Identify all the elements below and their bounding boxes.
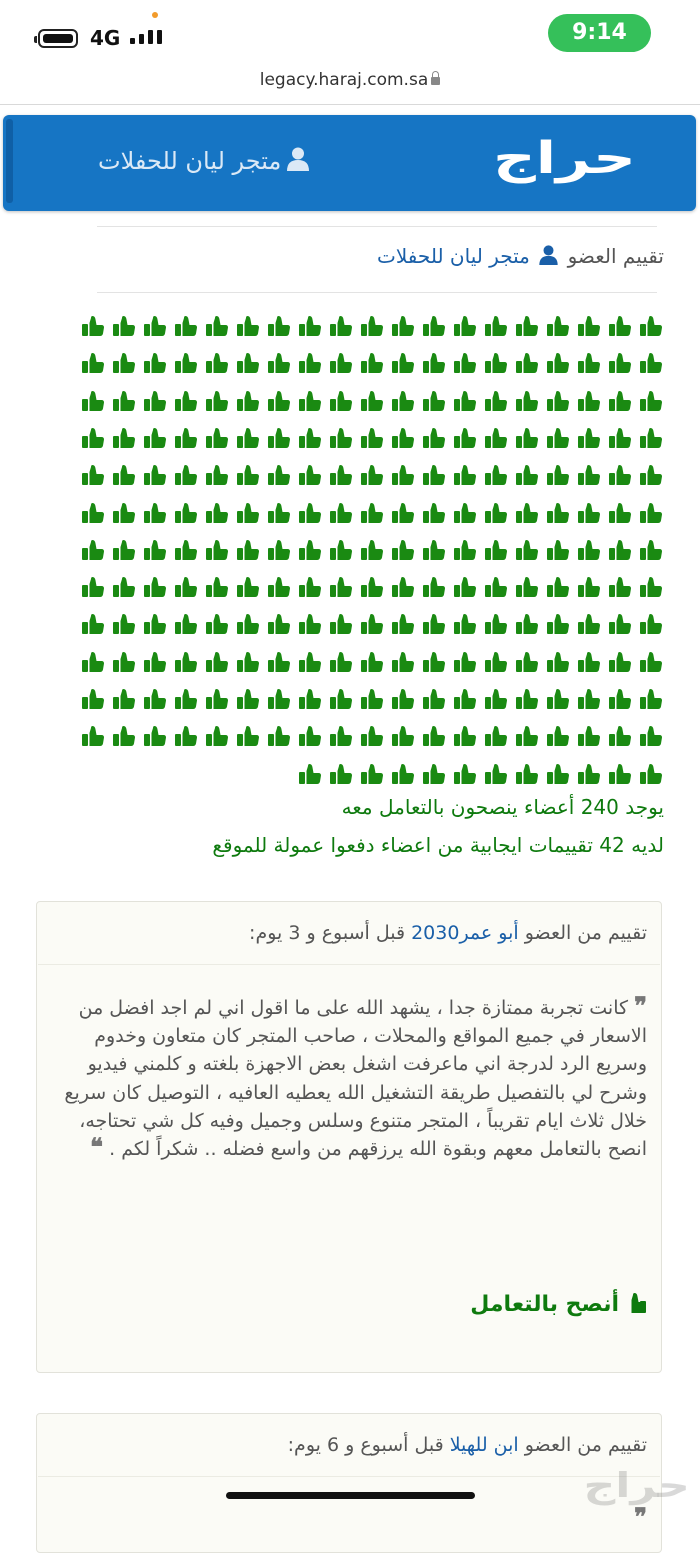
review-author-link[interactable]: ابن للهيلا — [449, 1434, 519, 1456]
thumbs-up-icon — [449, 348, 480, 378]
thumbs-up-icon — [325, 721, 356, 751]
thumbs-row — [77, 348, 666, 378]
thumbs-up-icon — [387, 759, 418, 789]
thumbs-up-icon — [108, 572, 139, 602]
review-time: قبل أسبوع و 6 يوم: — [287, 1434, 444, 1456]
thumbs-up-icon — [387, 647, 418, 677]
thumbs-row — [77, 386, 666, 416]
thumbs-up-icon — [170, 609, 201, 639]
privacy-indicator-dot — [152, 12, 158, 18]
thumbs-up-icon — [604, 572, 635, 602]
thumbs-up-icon — [201, 460, 232, 490]
thumbs-up-icon — [449, 721, 480, 751]
review-time: قبل أسبوع و 3 يوم: — [249, 922, 406, 944]
thumbs-up-icon — [480, 759, 511, 789]
thumbs-up-icon — [418, 647, 449, 677]
thumbs-row — [294, 759, 666, 789]
thumbs-up-icon — [542, 684, 573, 714]
thumbs-up-icon — [232, 386, 263, 416]
thumbs-up-icon — [635, 609, 666, 639]
thumbs-up-icon — [325, 386, 356, 416]
clock: 9:14 — [548, 14, 651, 52]
thumbs-up-icon — [387, 460, 418, 490]
divider — [0, 104, 700, 105]
thumbs-up-icon — [170, 498, 201, 528]
thumbs-up-icon — [418, 721, 449, 751]
thumbs-up-icon — [294, 684, 325, 714]
header-store-label: متجر ليان للحفلات — [98, 147, 282, 175]
thumbs-up-icon — [294, 721, 325, 751]
lock-icon — [431, 77, 440, 85]
thumbs-up-icon — [232, 348, 263, 378]
thumbs-up-icon — [418, 460, 449, 490]
thumbs-up-icon — [542, 647, 573, 677]
thumbs-up-icon — [604, 721, 635, 751]
thumbs-up-icon — [325, 572, 356, 602]
thumbs-up-icon — [325, 684, 356, 714]
thumbs-up-icon — [604, 535, 635, 565]
recommend-count-text: يوجد 240 أعضاء ينصحون بالتعامل معه — [341, 795, 664, 819]
thumbs-up-icon — [635, 759, 666, 789]
thumbs-up-icon — [511, 759, 542, 789]
thumbs-up-icon — [170, 348, 201, 378]
thumbs-up-icon — [108, 348, 139, 378]
positive-ratings-text: لديه 42 تقييمات ايجابية من اعضاء دفعوا عمولة للموقع — [212, 833, 664, 857]
thumbs-up-icon — [356, 348, 387, 378]
thumbs-up-icon — [294, 647, 325, 677]
thumbs-up-icon — [77, 460, 108, 490]
thumbs-row — [77, 460, 666, 490]
thumbs-up-icon — [170, 386, 201, 416]
thumbs-up-icon — [325, 460, 356, 490]
thumbs-row — [77, 647, 666, 677]
thumbs-up-icon — [139, 460, 170, 490]
thumbs-up-icon — [387, 572, 418, 602]
thumbs-up-icon — [418, 423, 449, 453]
thumbs-up-icon — [139, 721, 170, 751]
thumbs-up-icon — [201, 498, 232, 528]
thumbs-up-icon — [170, 684, 201, 714]
thumbs-up-icon — [325, 498, 356, 528]
thumbs-up-icon — [263, 460, 294, 490]
thumbs-up-icon — [325, 311, 356, 341]
thumbs-up-icon — [139, 609, 170, 639]
thumbs-up-icon — [573, 535, 604, 565]
thumbs-up-icon — [635, 535, 666, 565]
thumbs-row — [77, 572, 666, 602]
thumbs-up-icon — [387, 721, 418, 751]
thumbs-up-icon — [139, 572, 170, 602]
thumbs-up-icon — [387, 386, 418, 416]
thumbs-up-icon — [573, 609, 604, 639]
thumbs-up-icon — [77, 721, 108, 751]
thumbs-up-icon — [201, 684, 232, 714]
quote-open-icon: ❞ — [634, 991, 647, 1020]
thumbs-up-icon — [511, 386, 542, 416]
thumbs-up-icon — [418, 386, 449, 416]
thumbs-up-icon — [635, 386, 666, 416]
thumbs-up-icon — [232, 647, 263, 677]
thumbs-up-icon — [201, 386, 232, 416]
thumbs-up-icon — [418, 535, 449, 565]
thumbs-up-icon — [294, 460, 325, 490]
recommend-badge — [470, 1292, 647, 1317]
thumbs-up-icon — [294, 535, 325, 565]
thumbs-up-icon — [294, 348, 325, 378]
thumbs-up-icon — [387, 535, 418, 565]
thumbs-up-icon — [573, 684, 604, 714]
thumbs-up-icon — [356, 386, 387, 416]
thumbs-up-icon — [480, 572, 511, 602]
thumbs-up-icon — [480, 684, 511, 714]
status-bar — [0, 0, 700, 62]
thumbs-up-icon — [356, 609, 387, 639]
thumbs-up-icon — [511, 423, 542, 453]
member-rating-line — [377, 244, 664, 268]
divider — [38, 1476, 660, 1477]
thumbs-up-icon — [356, 647, 387, 677]
thumbs-up-icon — [232, 498, 263, 528]
thumbs-up-icon — [418, 498, 449, 528]
thumbs-up-icon — [480, 348, 511, 378]
thumbs-up-icon — [325, 647, 356, 677]
thumbs-up-icon — [418, 311, 449, 341]
thumbs-up-icon — [623, 1292, 647, 1314]
thumbs-up-icon — [511, 609, 542, 639]
thumbs-up-icon — [139, 311, 170, 341]
thumbs-up-icon — [232, 460, 263, 490]
thumbs-up-icon — [263, 348, 294, 378]
thumbs-row — [77, 609, 666, 639]
thumbs-up-icon — [573, 460, 604, 490]
thumbs-up-icon — [263, 535, 294, 565]
thumbs-up-icon — [635, 684, 666, 714]
thumbs-up-icon — [480, 460, 511, 490]
thumbs-up-icon — [294, 609, 325, 639]
thumbs-up-icon — [480, 498, 511, 528]
review-author-link[interactable]: أبو عمر2030 — [411, 922, 519, 944]
thumbs-up-icon — [480, 647, 511, 677]
thumbs-up-icon — [635, 572, 666, 602]
thumbs-up-icon — [511, 498, 542, 528]
thumbs-up-icon — [325, 759, 356, 789]
thumbs-up-icon — [449, 498, 480, 528]
thumbs-up-icon — [356, 311, 387, 341]
thumbs-up-icon — [418, 609, 449, 639]
thumbs-up-icon — [294, 311, 325, 341]
thumbs-up-icon — [542, 460, 573, 490]
thumbs-up-icon — [573, 386, 604, 416]
thumbs-up-icon — [77, 535, 108, 565]
thumbs-up-icon — [232, 311, 263, 341]
thumbs-up-icon — [449, 423, 480, 453]
member-name-link[interactable]: متجر ليان للحفلات — [377, 244, 530, 268]
review-body — [49, 991, 647, 1163]
thumbs-up-icon — [449, 386, 480, 416]
thumbs-up-icon — [201, 311, 232, 341]
thumbs-up-icon — [542, 423, 573, 453]
thumbs-up-icon — [604, 609, 635, 639]
divider — [97, 292, 657, 293]
user-icon — [539, 245, 558, 265]
thumbs-up-icon — [511, 572, 542, 602]
thumbs-up-icon — [263, 721, 294, 751]
thumbs-up-icon — [542, 498, 573, 528]
recommend-label: أنصح بالتعامل — [470, 1292, 619, 1317]
thumbs-up-icon — [635, 423, 666, 453]
thumbs-up-icon — [201, 348, 232, 378]
thumbs-up-icon — [542, 348, 573, 378]
thumbs-up-icon — [356, 460, 387, 490]
thumbs-up-icon — [573, 498, 604, 528]
thumbs-up-icon — [232, 721, 263, 751]
thumbs-up-icon — [325, 348, 356, 378]
thumbs-up-icon — [604, 684, 635, 714]
network-type: 4G — [90, 26, 121, 50]
thumbs-up-icon — [573, 423, 604, 453]
thumbs-up-icon — [108, 647, 139, 677]
thumbs-up-icon — [108, 311, 139, 341]
thumbs-up-icon — [77, 498, 108, 528]
thumbs-up-icon — [542, 386, 573, 416]
thumbs-up-icon — [449, 609, 480, 639]
member-rating-label: تقييم العضو — [567, 244, 664, 268]
thumbs-up-icon — [77, 647, 108, 677]
thumbs-up-icon — [263, 609, 294, 639]
review-prefix: تقييم من العضو — [524, 1434, 647, 1456]
thumbs-row — [77, 498, 666, 528]
site-header — [3, 115, 696, 211]
thumbs-up-icon — [294, 498, 325, 528]
thumbs-up-icon — [635, 460, 666, 490]
review-text: كانت تجربة ممتازة جدا ، يشهد الله على ما اقول اني لم اجد افضل من الاسعار في جميع المواقع والمحلات ، صاحب المتجر كان متعاون وخدوم وسريع الرد لدرجة اني ماعرفت اشغل بعض الاجهزة بلغته و كلمني فيديو وشرح لي بالتفصيل طريقة التشغيل الله يعطيه العافيه ، التوصيل كان سريع خلال ثلاث ايام تقريباً ، المتجر متنوع وسلس وجميل وفيه كل شي تحتاجه، انصح بالتعامل معهم وبقوة الله يرزقهم من واسع فضله .. شكراً لكم . — [64, 997, 647, 1161]
thumbs-up-icon — [170, 647, 201, 677]
thumbs-up-icon — [387, 423, 418, 453]
thumbs-up-icon — [170, 311, 201, 341]
thumbs-up-icon — [542, 311, 573, 341]
thumbs-up-icon — [511, 721, 542, 751]
battery-icon — [38, 29, 78, 48]
thumbs-up-icon — [511, 684, 542, 714]
thumbs-up-icon — [449, 535, 480, 565]
header-accent — [6, 119, 13, 203]
thumbs-up-icon — [604, 498, 635, 528]
thumbs-row — [77, 535, 666, 565]
thumbs-up-icon — [356, 572, 387, 602]
review-header — [249, 922, 647, 944]
thumbs-up-icon — [604, 423, 635, 453]
thumbs-up-icon — [573, 348, 604, 378]
thumbs-up-icon — [542, 609, 573, 639]
watermark-logo: حراج — [583, 1466, 690, 1506]
thumbs-up-icon — [201, 535, 232, 565]
thumbs-up-icon — [480, 311, 511, 341]
thumbs-up-icon — [108, 535, 139, 565]
thumbs-up-icon — [232, 609, 263, 639]
thumbs-up-icon — [542, 535, 573, 565]
thumbs-up-icon — [511, 647, 542, 677]
thumbs-up-icon — [77, 311, 108, 341]
thumbs-up-icon — [418, 572, 449, 602]
thumbs-up-icon — [449, 759, 480, 789]
thumbs-up-icon — [635, 721, 666, 751]
home-indicator[interactable] — [226, 1492, 475, 1499]
thumbs-up-icon — [635, 348, 666, 378]
url-text: legacy.haraj.com.sa — [259, 70, 429, 90]
thumbs-up-icon — [356, 759, 387, 789]
address-bar[interactable] — [0, 62, 700, 104]
thumbs-up-icon — [635, 498, 666, 528]
thumbs-up-icon — [356, 721, 387, 751]
thumbs-up-icon — [449, 572, 480, 602]
divider — [97, 226, 657, 227]
site-logo[interactable]: حراج — [493, 133, 636, 184]
thumbs-up-icon — [325, 423, 356, 453]
thumbs-up-icon — [387, 609, 418, 639]
thumbs-up-icon — [449, 311, 480, 341]
thumbs-up-icon — [139, 348, 170, 378]
thumbs-up-icon — [511, 311, 542, 341]
review-header — [288, 1434, 647, 1456]
thumbs-up-icon — [201, 423, 232, 453]
thumbs-up-icon — [511, 348, 542, 378]
signal-icon — [130, 29, 164, 49]
quote-open-icon: ❞ — [634, 1502, 647, 1531]
thumbs-up-icon — [635, 647, 666, 677]
thumbs-up-icon — [604, 386, 635, 416]
thumbs-up-icon — [542, 759, 573, 789]
thumbs-up-icon — [170, 721, 201, 751]
thumbs-up-icon — [356, 684, 387, 714]
thumbs-up-icon — [263, 311, 294, 341]
thumbs-up-icon — [77, 423, 108, 453]
thumbs-up-icon — [635, 311, 666, 341]
thumbs-up-icon — [201, 721, 232, 751]
thumbs-up-icon — [263, 423, 294, 453]
thumbs-up-icon — [77, 348, 108, 378]
thumbs-up-icon — [356, 423, 387, 453]
thumbs-up-icon — [387, 348, 418, 378]
thumbs-up-icon — [170, 423, 201, 453]
thumbs-up-icon — [263, 647, 294, 677]
thumbs-up-icon — [77, 572, 108, 602]
thumbs-up-icon — [170, 535, 201, 565]
review-card — [36, 1413, 662, 1553]
thumbs-up-icon — [201, 647, 232, 677]
thumbs-up-icon — [356, 498, 387, 528]
thumbs-up-icon — [108, 498, 139, 528]
thumbs-up-icon — [294, 386, 325, 416]
header-store-name[interactable] — [98, 147, 309, 175]
thumbs-up-icon — [139, 498, 170, 528]
thumbs-up-icon — [604, 311, 635, 341]
thumbs-up-icon — [139, 423, 170, 453]
thumbs-up-icon — [387, 498, 418, 528]
thumbs-up-icon — [480, 609, 511, 639]
thumbs-up-icon — [356, 535, 387, 565]
thumbs-up-icon — [263, 684, 294, 714]
thumbs-up-icon — [542, 572, 573, 602]
thumbs-up-icon — [480, 386, 511, 416]
quote-close-icon: ❝ — [90, 1132, 104, 1162]
thumbs-up-icon — [449, 647, 480, 677]
thumbs-up-icon — [201, 609, 232, 639]
thumbs-up-icon — [325, 535, 356, 565]
thumbs-up-icon — [387, 684, 418, 714]
thumbs-row — [77, 311, 666, 341]
thumbs-up-icon — [108, 684, 139, 714]
thumbs-up-icon — [480, 721, 511, 751]
thumbs-up-icon — [418, 684, 449, 714]
thumbs-up-icon — [108, 423, 139, 453]
thumbs-up-icon — [480, 423, 511, 453]
thumbs-up-icon — [232, 535, 263, 565]
thumbs-up-icon — [604, 348, 635, 378]
thumbs-up-icon — [480, 535, 511, 565]
thumbs-up-icon — [418, 759, 449, 789]
thumbs-up-icon — [263, 498, 294, 528]
thumbs-up-icon — [449, 684, 480, 714]
thumbs-up-icon — [139, 684, 170, 714]
thumbs-up-icon — [542, 721, 573, 751]
thumbs-up-icon — [511, 535, 542, 565]
thumbs-row — [77, 423, 666, 453]
thumbs-up-icon — [201, 572, 232, 602]
thumbs-up-icon — [108, 460, 139, 490]
thumbs-up-icon — [573, 721, 604, 751]
thumbs-up-icon — [511, 460, 542, 490]
thumbs-up-icon — [294, 572, 325, 602]
thumbs-up-icon — [263, 386, 294, 416]
review-prefix: تقييم من العضو — [524, 922, 647, 944]
thumbs-up-icon — [573, 572, 604, 602]
thumbs-up-icon — [387, 311, 418, 341]
thumbs-row — [77, 721, 666, 751]
thumbs-up-icon — [139, 386, 170, 416]
thumbs-up-icon — [232, 684, 263, 714]
thumbs-up-icon — [108, 386, 139, 416]
review-card — [36, 901, 662, 1373]
thumbs-up-icon — [604, 460, 635, 490]
thumbs-up-icon — [232, 572, 263, 602]
thumbs-up-icon — [232, 423, 263, 453]
thumbs-up-icon — [77, 684, 108, 714]
thumbs-up-icon — [573, 759, 604, 789]
thumbs-row — [77, 684, 666, 714]
thumbs-up-icon — [108, 609, 139, 639]
thumbs-up-icon — [604, 647, 635, 677]
thumbs-up-icon — [108, 721, 139, 751]
thumbs-up-icon — [170, 572, 201, 602]
thumbs-up-icon — [325, 609, 356, 639]
divider — [38, 964, 660, 965]
thumbs-up-icon — [573, 647, 604, 677]
user-icon — [287, 147, 309, 171]
thumbs-up-icon — [77, 609, 108, 639]
thumbs-up-icon — [139, 535, 170, 565]
thumbs-up-icon — [170, 460, 201, 490]
thumbs-up-icon — [573, 311, 604, 341]
thumbs-up-icon — [604, 759, 635, 789]
thumbs-up-icon — [294, 423, 325, 453]
thumbs-up-icon — [418, 348, 449, 378]
thumbs-up-icon — [294, 759, 325, 789]
thumbs-up-icon — [449, 460, 480, 490]
thumbs-up-icon — [77, 386, 108, 416]
thumbs-up-icon — [139, 647, 170, 677]
thumbs-up-icon — [263, 572, 294, 602]
